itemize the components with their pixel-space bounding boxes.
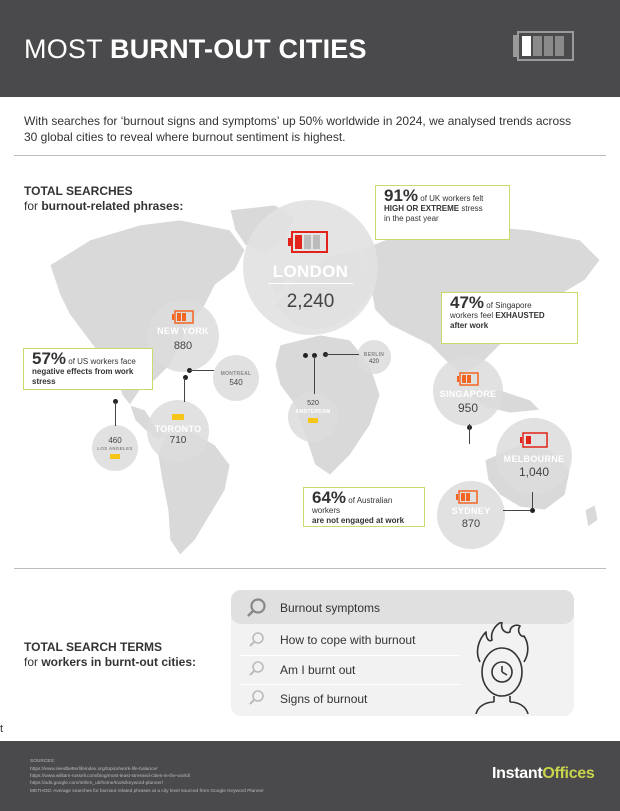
search-term: Signs of burnout bbox=[280, 692, 368, 706]
connector-line bbox=[314, 356, 315, 394]
search-icon bbox=[246, 597, 268, 619]
connector-line bbox=[115, 402, 116, 426]
divider bbox=[268, 283, 353, 284]
city-name-sydney: SYDNEY bbox=[451, 506, 491, 516]
city-name-london: LONDON bbox=[272, 262, 349, 281]
city-name-berlin: BERLIN bbox=[363, 352, 385, 358]
search-terms-heading: TOTAL SEARCH TERMS for workers in burnt-out cities: bbox=[24, 640, 197, 669]
connector-line bbox=[532, 492, 533, 508]
yellow-battery-icon bbox=[308, 418, 318, 423]
source-link[interactable]: https://www.needbetterlifeindex.org/topics/work-life-balance/ bbox=[30, 767, 158, 772]
connector-line bbox=[503, 510, 531, 511]
yellow-battery-icon bbox=[172, 414, 184, 420]
search-term: Burnout symptoms bbox=[280, 601, 381, 615]
city-name-singapore: SINGAPORE bbox=[439, 389, 497, 399]
city-value-berlin: 420 bbox=[368, 359, 379, 365]
city-name-amsterdam: AMSTERDAM bbox=[295, 409, 331, 415]
stray-text: t bbox=[0, 723, 4, 735]
search-icon bbox=[248, 631, 266, 649]
orange-battery-icon bbox=[172, 310, 194, 324]
city-value-sydney: 870 bbox=[461, 518, 481, 530]
city-value-london: 2,240 bbox=[286, 291, 335, 312]
city-name-montreal: MONTREAL bbox=[220, 371, 252, 377]
yellow-battery-icon bbox=[110, 454, 120, 459]
divider bbox=[240, 655, 460, 656]
search-icon bbox=[248, 660, 266, 678]
city-name-new-york: NEW YORK bbox=[157, 326, 209, 336]
source-link[interactable]: https://www.william-russell.com/blog/most-least-stressed-cities-in-the-world/ bbox=[30, 774, 191, 779]
low-battery-icon bbox=[512, 30, 574, 62]
connector-line bbox=[469, 424, 470, 444]
city-name-toronto: TORONTO bbox=[154, 424, 202, 434]
total-searches-heading: TOTAL SEARCHES for burnout-related phrases: bbox=[24, 184, 184, 213]
city-value-amsterdam: 520 bbox=[307, 400, 319, 407]
connector-line bbox=[189, 370, 214, 371]
instant-offices-logo: InstantOffices bbox=[492, 765, 595, 782]
connector-line bbox=[184, 378, 185, 402]
stat-box-australia: 64% of Australian workers are not engaged at work bbox=[303, 487, 425, 527]
stat-box-singapore: 47% of Singapore workers feel EXHAUSTED after work bbox=[441, 292, 578, 344]
red-battery-icon bbox=[520, 432, 548, 448]
intro-text: With searches for ‘burnout signs and symptoms’ up 50% worldwide in 2024, we analysed trends across 30 global cities to reveal where burnout sentiment is highest. bbox=[24, 114, 572, 144]
red-battery-icon bbox=[288, 231, 328, 253]
stat-box-uk: 91% of UK workers felt HIGH OR EXTREME stress in the past year bbox=[375, 185, 510, 240]
search-term: Am I burnt out bbox=[280, 663, 356, 677]
method-note: METHOD: Average searches for burnout related phrases at a city level sourced from Google Keyword Planner bbox=[30, 789, 264, 794]
city-value-montreal: 540 bbox=[229, 378, 243, 387]
divider bbox=[14, 568, 606, 569]
divider bbox=[14, 155, 606, 156]
search-term: How to cope with burnout bbox=[280, 633, 416, 647]
city-value-singapore: 950 bbox=[457, 401, 479, 415]
stat-box-us: 57% of US workers face negative effects from work stress bbox=[23, 348, 153, 390]
city-value-new-york: 880 bbox=[173, 340, 193, 352]
source-link[interactable]: https://ads.google.com/intl/en_uk/home/tools/keyword-planner/ bbox=[30, 781, 164, 786]
page-title: MOST BURNT-OUT CITIES bbox=[24, 34, 367, 64]
connector-line bbox=[325, 354, 359, 355]
divider bbox=[240, 684, 460, 685]
city-name-melbourne: MELBOURNE bbox=[503, 454, 565, 464]
orange-battery-icon bbox=[456, 490, 478, 504]
city-value-melbourne: 1,040 bbox=[518, 465, 550, 479]
city-name-los-angeles: LOS ANGELES bbox=[97, 446, 133, 451]
orange-battery-icon bbox=[457, 372, 479, 386]
sources-label: SOURCES: bbox=[30, 759, 56, 764]
search-icon bbox=[248, 689, 266, 707]
city-value-los-angeles: 460 bbox=[108, 436, 122, 445]
city-marker bbox=[303, 353, 308, 358]
city-value-toronto: 710 bbox=[169, 435, 187, 446]
burnt-out-person-icon bbox=[466, 622, 538, 714]
